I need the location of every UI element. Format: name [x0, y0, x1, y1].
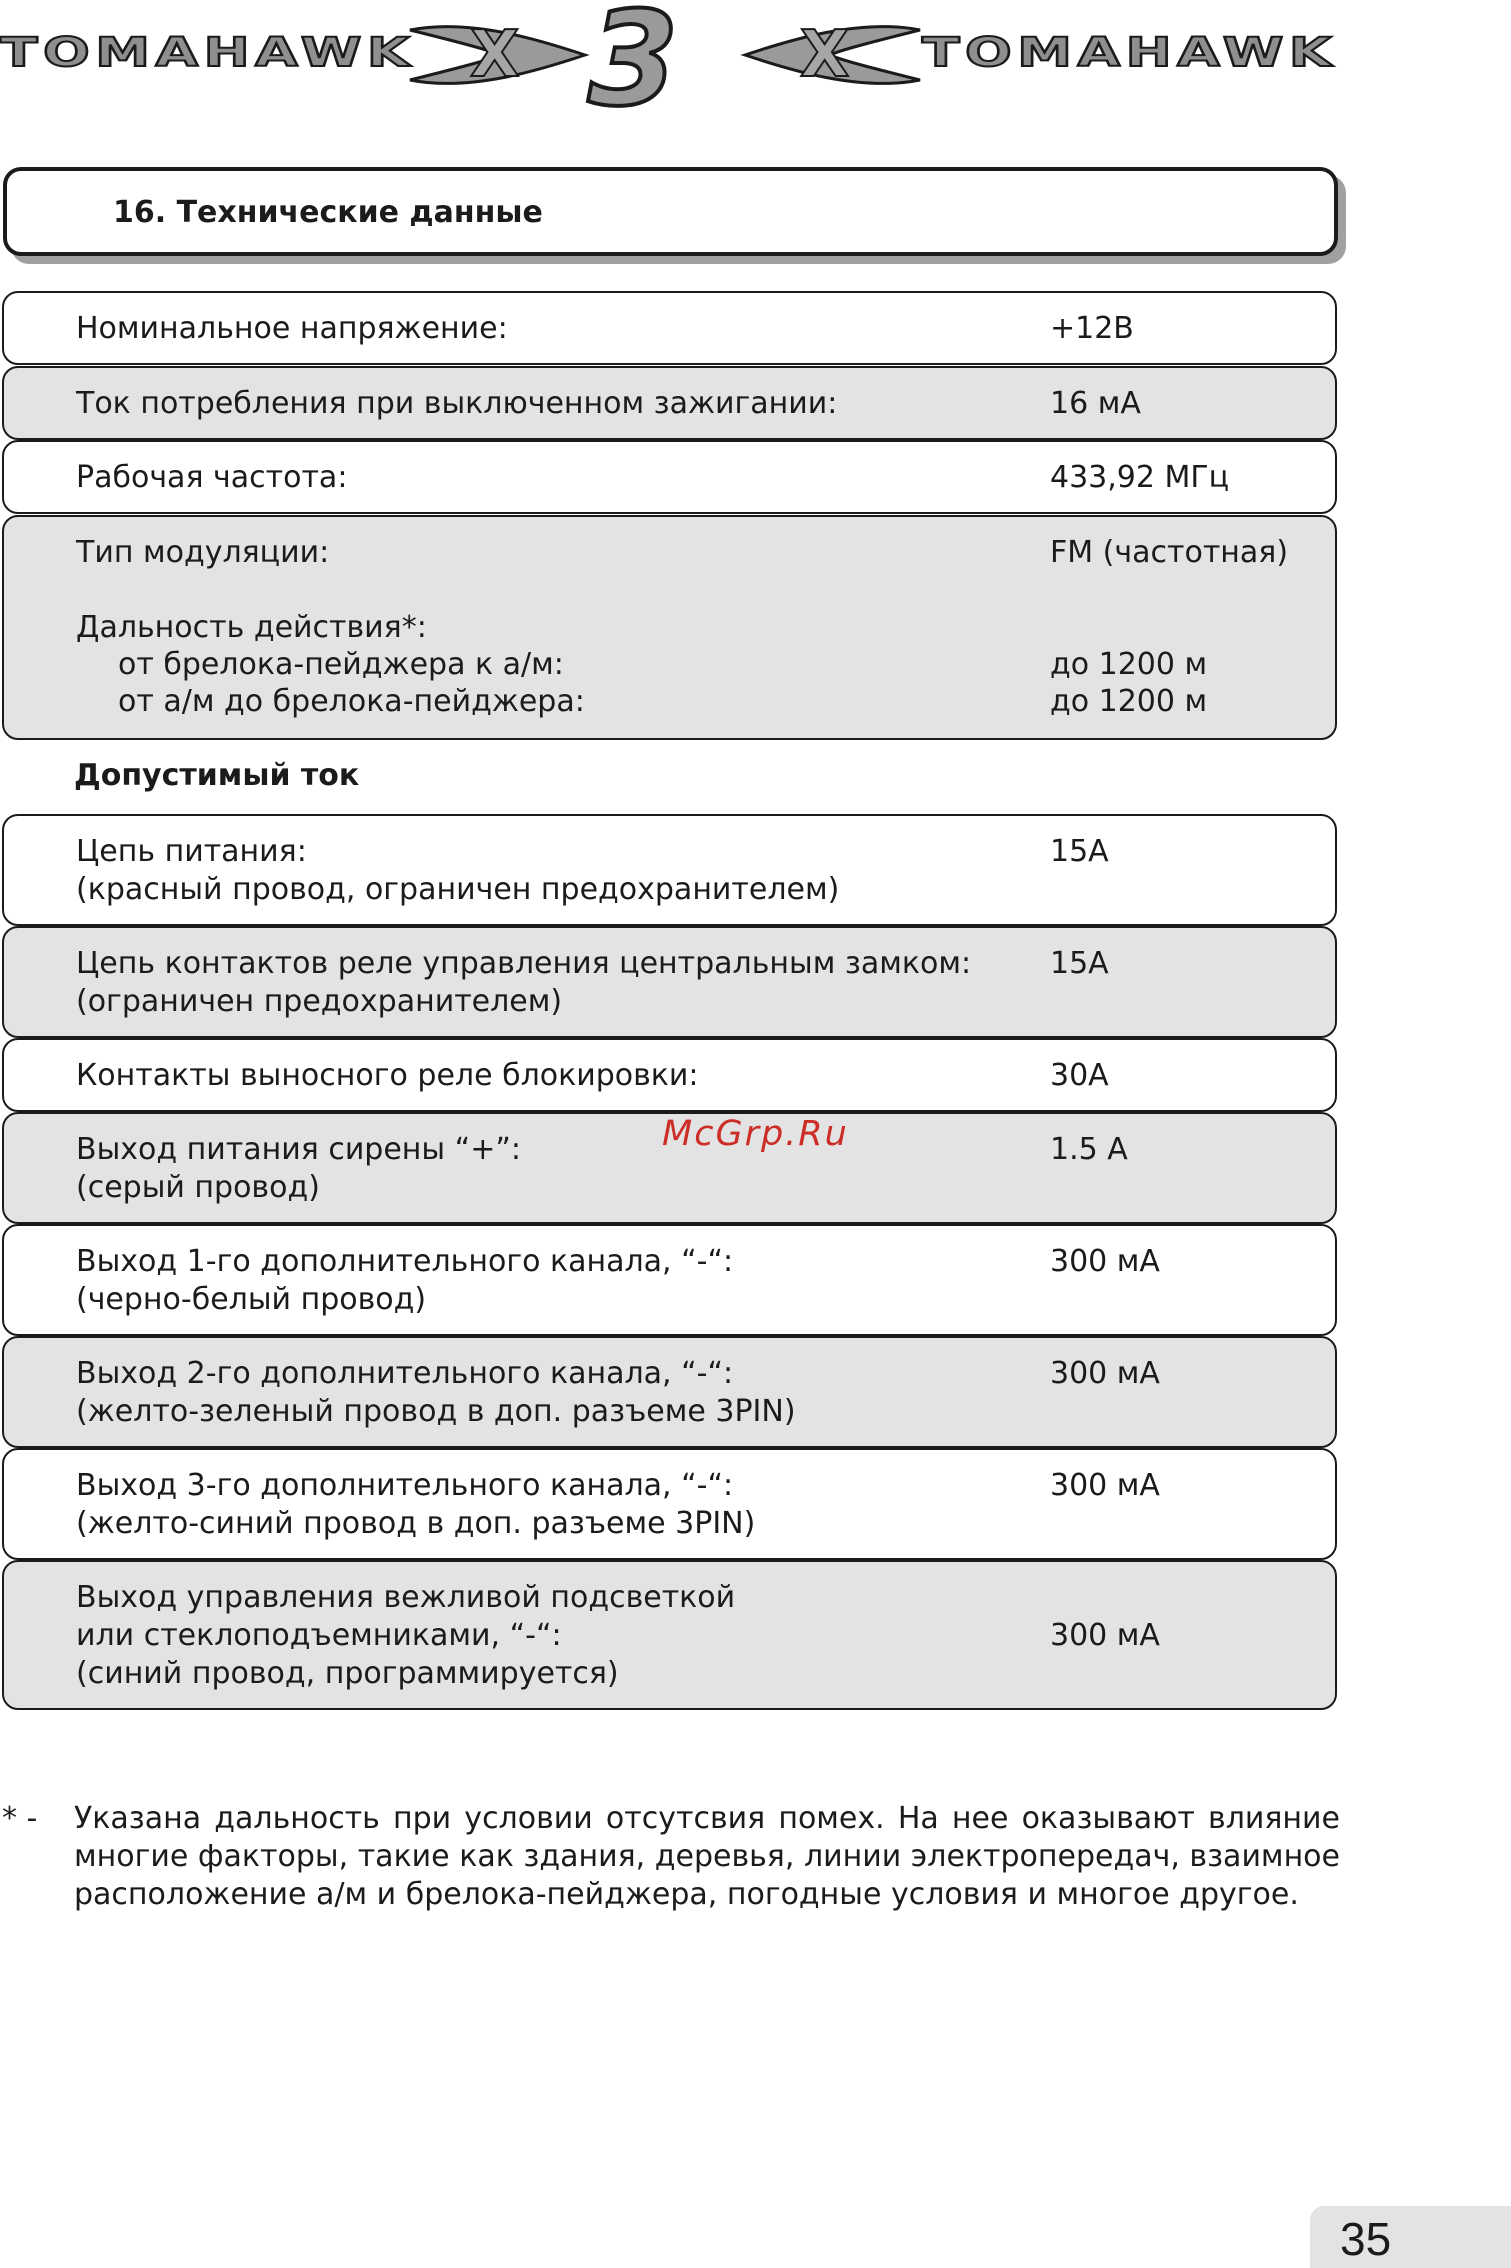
range-item-value: до 1200 м	[1050, 647, 1208, 682]
current-label: Выход питания сирены “+”:	[76, 1132, 521, 1167]
spec-label: Ток потребления при выключенном зажигании:	[76, 386, 838, 421]
page-number: 35	[1340, 2213, 1392, 2265]
current-value: 300 мА	[1050, 1244, 1160, 1279]
spec-label: Номинальное напряжение:	[76, 311, 508, 346]
current-value: 30А	[1050, 1058, 1109, 1093]
range-item-value: до 1200 м	[1050, 684, 1208, 719]
current-value: 15А	[1050, 946, 1109, 981]
current-label: Цепь питания:	[76, 834, 307, 869]
logo-number: 3	[588, 0, 679, 120]
current-row	[2, 1560, 1337, 1710]
current-label-note: (серый провод)	[76, 1170, 320, 1205]
footnote-text: Указана дальность при условии отсутсвия помех. На нее оказывают влияние многие факторы, такие как здания, деревья, линии электропередач, взаимное расположение а/м и брелока-пейджера, погодные условия и многое другое.	[74, 1801, 1340, 1912]
watermark: McGrp.Ru	[662, 1114, 849, 1154]
footnote-mark: * -	[2, 1801, 38, 1836]
range-item-label: от брелока-пейджера к а/м:	[118, 647, 564, 682]
tomahawk-logo	[0, 0, 1511, 120]
current-label-note: (желто-синий провод в доп. разъеме 3PIN)	[76, 1506, 756, 1541]
current-value: 300 мА	[1050, 1468, 1160, 1503]
spec-row	[2, 291, 1337, 365]
logo-x-right: X	[800, 18, 850, 92]
current-label: Цепь контактов реле управления центральным замком:	[76, 946, 972, 981]
brand-header	[0, 0, 1511, 120]
section-title: 16. Технические данные	[113, 195, 543, 230]
current-label: Выход 3-го дополнительного канала, “-“:	[76, 1468, 734, 1503]
spec-label: Рабочая частота:	[76, 460, 348, 495]
range-item-label: от а/м до брелока-пейджера:	[118, 684, 585, 719]
current-row	[2, 1448, 1337, 1560]
current-row	[2, 1038, 1337, 1112]
spec-row	[2, 366, 1337, 440]
current-label: Выход 1-го дополнительного канала, “-“:	[76, 1244, 734, 1279]
current-label-note: (желто-зеленый провод в доп. разъеме 3PIN)	[76, 1394, 796, 1429]
spec-row-modulation	[2, 515, 1337, 740]
current-label: Выход 2-го дополнительного канала, “-“:	[76, 1356, 734, 1391]
current-label-note: (синий провод, программируется)	[76, 1656, 619, 1691]
logo-x-left: X	[470, 18, 520, 92]
logo-brand-right: TOMAHAWK	[922, 30, 1337, 76]
current-value: 1.5 А	[1050, 1132, 1128, 1167]
spec-value: 433,92 МГц	[1050, 460, 1230, 495]
current-row	[2, 926, 1337, 1038]
current-value: 300 мА	[1050, 1356, 1160, 1391]
current-label-note: (ограничен предохранителем)	[76, 984, 563, 1019]
current-row	[2, 1336, 1337, 1448]
current-row	[2, 814, 1337, 926]
current-value: 300 мА	[1050, 1618, 1160, 1653]
modulation-label: Тип модуляции:	[76, 535, 330, 570]
section-heading-box	[3, 167, 1338, 256]
current-row	[2, 1224, 1337, 1336]
logo-brand-left: TOMAHAWK	[0, 30, 415, 76]
current-value: 15А	[1050, 834, 1109, 869]
current-label: Выход управления вежливой подсветкой	[76, 1580, 736, 1615]
modulation-value: FM (частотная)	[1050, 535, 1289, 570]
current-label-cont: или стеклоподъемниками, “-“:	[76, 1618, 562, 1653]
spec-row	[2, 440, 1337, 514]
spec-value: 16 мА	[1050, 386, 1141, 421]
current-label: Контакты выносного реле блокировки:	[76, 1058, 699, 1093]
current-heading: Допустимый ток	[74, 758, 360, 793]
spec-value: +12В	[1050, 311, 1134, 346]
current-label-note: (красный провод, ограничен предохранителем)	[76, 872, 840, 907]
page-number-tab	[1310, 2206, 1511, 2268]
range-label: Дальность действия*:	[76, 610, 427, 645]
current-label-note: (черно-белый провод)	[76, 1282, 427, 1317]
